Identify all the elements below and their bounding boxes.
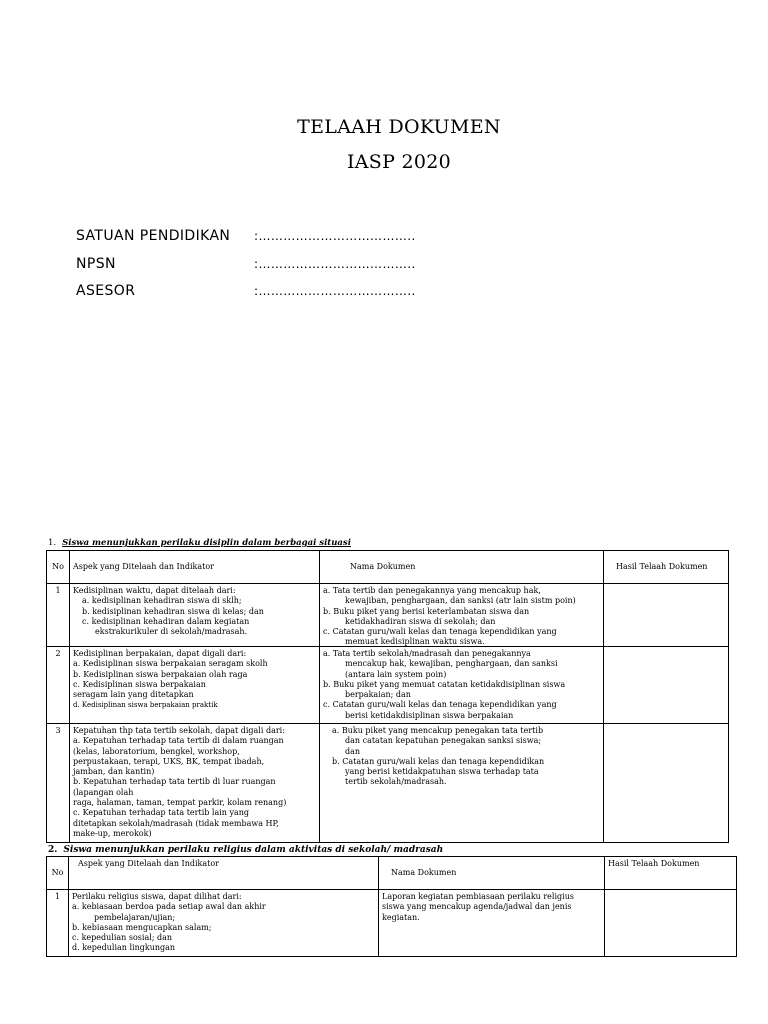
nama-dokumen-cell	[320, 584, 604, 647]
nama-dokumen-cell	[379, 890, 605, 957]
aspek-line: raga, halaman, taman, tempat parkir, kolam renang)	[73, 798, 287, 808]
aspek-line: (lapangan olah	[73, 787, 134, 797]
dokumen-line: b. Buku piket yang berisi keterlambatan siswa dan	[323, 606, 530, 616]
aspek-cell	[70, 647, 320, 724]
aspek-cell	[69, 890, 379, 957]
dokumen-line: b. Catatan guru/wali kelas dan tenaga kependidikan	[332, 756, 545, 766]
info-label: SATUAN PENDIDIKAN	[76, 228, 231, 244]
hasil-telaah-cell[interactable]	[604, 584, 729, 647]
aspek-line: b. kebiasaan mengucapkan salam;	[72, 922, 212, 932]
hasil-telaah-cell[interactable]	[604, 647, 729, 724]
document-title: TELAAH DOKUMEN	[297, 116, 501, 138]
row-number: 3	[47, 724, 70, 843]
aspek-line: Perilaku religius siswa, dapat dilihat dari:	[72, 892, 242, 901]
table-header-row	[47, 857, 737, 890]
dokumen-line: ketidakhadiran siswa di sekolah; dan	[345, 616, 496, 626]
section-1-table	[46, 550, 729, 843]
row-number: 1	[47, 890, 69, 957]
aspek-line: d. Kedisiplinan siswa berpakaian praktik	[73, 701, 218, 710]
header-hasil-telaah: Hasil Telaah Dokumen	[605, 857, 737, 890]
aspek-line: make-up, merokok)	[73, 828, 152, 838]
aspek-line: (kelas, laboratorium, bengkel, workshop,	[73, 746, 240, 756]
header-nama-dokumen: Nama Dokumen	[320, 551, 604, 584]
section-1-heading	[48, 538, 351, 548]
info-value: :………………………………..	[254, 257, 416, 271]
aspek-line: a. kebiasaan berdoa pada setiap awal dan akhir	[72, 902, 266, 912]
aspek-line: b. kedisiplinan kehadiran siswa di kelas; dan	[82, 606, 264, 616]
dokumen-line: tertib sekolah/madrasah.	[345, 777, 447, 787]
row-number: 2	[47, 647, 70, 724]
aspek-line: a. kedisiplinan kehadiran siswa di sklh;	[82, 596, 242, 606]
dokumen-line: mencakup hak, kewajiban, penghargaan, dan sanksi	[345, 659, 558, 669]
info-value: :………………………………..	[254, 284, 416, 298]
aspek-line: c. Kedisiplinan siswa berpakaian	[73, 679, 206, 689]
aspek-line: d. kepedulian lingkungan	[72, 943, 176, 953]
aspek-line: c. kepedulian sosial; dan	[72, 933, 173, 943]
table-row	[47, 890, 737, 957]
table-row	[47, 647, 729, 724]
aspek-line: Kepatuhan thp tata tertib sekolah, dapat digali dari:	[73, 726, 285, 735]
info-row-asesor	[76, 283, 416, 299]
nama-dokumen-cell	[320, 647, 604, 724]
header-aspek: Aspek yang Ditelaah dan Indikator	[69, 857, 379, 890]
header-nama-dokumen: Nama Dokumen	[379, 857, 605, 890]
section-2-heading	[48, 845, 443, 855]
dokumen-line: b. Buku piket yang memuat catatan ketidakdisiplinan siswa	[323, 679, 566, 689]
dokumen-line: yang berisi ketidakpatuhan siswa terhadap tata	[345, 767, 539, 777]
table-header-row	[47, 551, 729, 584]
aspek-line: Kedisiplinan berpakaian, dapat digali dari:	[73, 649, 247, 658]
dokumen-line: a. Buku piket yang mencakup penegakan tata tertib	[332, 726, 544, 735]
aspek-line: ditetapkan sekolah/madrasah (tidak membawa HP,	[73, 818, 279, 828]
dokumen-line: c. Catatan guru/wali kelas dan tenaga kependidikan yang	[323, 627, 557, 637]
aspek-line: c. kedisiplinan kehadiran dalam kegiatan	[82, 616, 250, 626]
aspek-line: b. Kepatuhan terhadap tata tertib di luar ruangan	[73, 777, 276, 787]
header-no: No	[47, 551, 70, 584]
section-number: 1.	[48, 538, 57, 548]
dokumen-line: siswa yang mencakup agenda/jadwal dan jenis	[382, 902, 572, 912]
aspek-line: jamban, dan kantin)	[73, 767, 155, 777]
aspek-line: perpustakaan, terapi, UKS, BK, tempat ibadah,	[73, 756, 265, 766]
header-hasil-telaah: Hasil Telaah Dokumen	[604, 551, 729, 584]
dokumen-line: c. Catatan guru/wali kelas dan tenaga kependidikan yang	[323, 700, 557, 710]
aspek-line: pembelajaran/ujian;	[94, 912, 176, 922]
aspek-line: a. Kepatuhan terhadap tata tertib di dalam ruangan	[73, 736, 284, 746]
dokumen-line: a. Tata tertib dan penegakannya yang mencakup hak,	[323, 586, 541, 595]
info-label: NPSN	[76, 256, 116, 272]
dokumen-line: memuat kedisiplinan waktu siswa.	[345, 637, 485, 647]
section-2-table	[46, 856, 737, 957]
aspek-cell	[70, 584, 320, 647]
dokumen-line: (antara lain system poin)	[345, 669, 447, 679]
info-row-npsn	[76, 256, 416, 272]
section-title: Siswa menunjukkan perilaku religius dalam aktivitas di sekolah/ madrasah	[63, 845, 444, 855]
dokumen-line: dan	[345, 746, 361, 756]
row-number: 1	[47, 584, 70, 647]
dokumen-line: kewajiban, penghargaan, dan sanksi (atr lain sistm poin)	[345, 596, 576, 606]
aspek-cell	[70, 724, 320, 843]
nama-dokumen-cell	[320, 724, 604, 843]
dokumen-line: Laporan kegiatan pembiasaan perilaku religius	[382, 892, 574, 901]
aspek-line: b. Kedisiplinan siswa berpakaian olah raga	[73, 669, 248, 679]
info-value: :………………………………..	[254, 229, 416, 243]
info-row-satuan-pendidikan	[76, 228, 416, 244]
aspek-line: ekstrakurikuler di sekolah/madrasah.	[95, 627, 248, 637]
hasil-telaah-cell[interactable]	[605, 890, 737, 957]
dokumen-line: dan catatan kepatuhan penegakan sanksi siswa;	[345, 736, 542, 746]
aspek-line: Kedisiplinan waktu, dapat ditelaah dari:	[73, 586, 236, 595]
hasil-telaah-cell[interactable]	[604, 724, 729, 843]
aspek-line: c. Kepatuhan terhadap tata tertib lain yang	[73, 808, 250, 818]
dokumen-line: berisi ketidakdisiplinan siswa berpakaian	[345, 710, 514, 720]
dokumen-line: kegiatan.	[382, 912, 420, 922]
section-title: Siswa menunjukkan perilaku disiplin dalam berbagai situasi	[62, 538, 351, 548]
header-no: No	[47, 857, 69, 890]
info-label: ASESOR	[76, 283, 136, 299]
dokumen-line: a. Tata tertib sekolah/madrasah dan penegakannya	[323, 649, 531, 658]
table-row	[47, 584, 729, 647]
aspek-line: a. Kedisiplinan siswa berpakaian seragam skolh	[73, 659, 268, 669]
dokumen-line: berpakaian; dan	[345, 690, 411, 700]
aspek-line: seragam lain yang ditetapkan	[73, 690, 194, 700]
table-row	[47, 724, 729, 843]
document-subtitle: IASP 2020	[346, 151, 452, 173]
header-aspek: Aspek yang Ditelaah dan Indikator	[70, 551, 320, 584]
section-number: 2.	[48, 845, 58, 855]
